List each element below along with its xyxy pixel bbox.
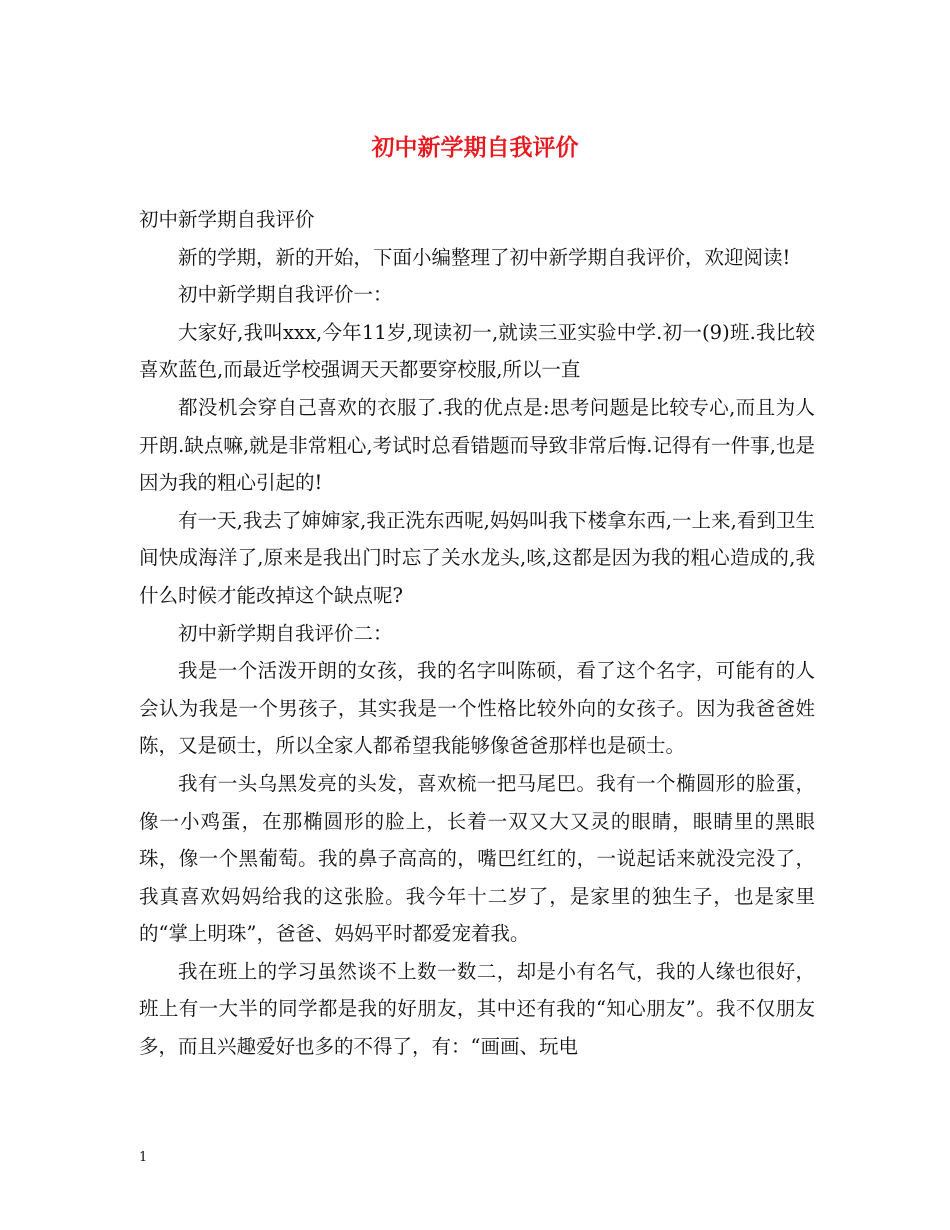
document-title: 初中新学期自我评价 (371, 134, 579, 161)
body-paragraph: 大家好,我叫xxx,今年11岁,现读初一,就读三亚实验中学.初一(9)班.我比较喜欢蓝色,而最近学校强调天天都要穿校服,所以一直 (139, 320, 815, 382)
intro-paragraph: 新的学期，新的开始，下面小编整理了初中新学期自我评价，欢迎阅读! (178, 245, 791, 269)
document-body (139, 201, 815, 1066)
subtitle-paragraph: 初中新学期自我评价 (139, 208, 315, 231)
body-paragraph: 我在班上的学习虽然谈不上数一数二，却是小有名气，我的人缘也很好，班上有一大半的同学都是我的好朋友，其中还有我的“知心朋友”。我不仅朋友多，而且兴趣爱好也多的不得了，有：“画画、玩电 (139, 959, 815, 1059)
section-heading-one: 初中新学期自我评价一： (178, 283, 393, 307)
page-number: 1 (139, 1150, 148, 1165)
body-paragraph: 都没机会穿自己喜欢的衣服了.我的优点是:思考问题是比较专心,而且为人开朗.缺点嘛,就是非常粗心,考试时总看错题而导致非常后悔.记得有一件事,也是因为我的粗心引起的! (139, 395, 815, 495)
body-paragraph: 有一天,我去了婶婶家,我正洗东西呢,妈妈叫我下楼拿东西,一上来,看到卫生间快成海洋了,原来是我出门时忘了关水龙头,咳,这都是因为我的粗心造成的,我什么时候才能改掉这个缺点呢? (139, 508, 815, 607)
body-paragraph: 我是一个活泼开朗的女孩，我的名字叫陈硕，看了这个名字，可能有的人会认为我是一个男孩子，其实我是一个性格比较外向的女孩子。因为我爸爸姓陈，又是硕士，所以全家人都希望我能够像爸爸那样也是硕士。 (139, 659, 815, 758)
body-paragraph: 我有一头乌黑发亮的头发，喜欢梳一把马尾巴。我有一个椭圆形的脸蛋，像一小鸡蛋，在那椭圆形的脸上，长着一双又大又灵的眼睛，眼睛里的黑眼珠，像一个黑葡萄。我的鼻子高高的，嘴巴红红的，一说起话来就没完没了，我真喜欢妈妈给我的这张脸。我今年十二岁了，是家里的独生子，也是家里的“掌上明珠”，爸爸、妈妈平时都爱宠着我。 (139, 771, 815, 946)
section-heading-two: 初中新学期自我评价二： (178, 621, 393, 645)
